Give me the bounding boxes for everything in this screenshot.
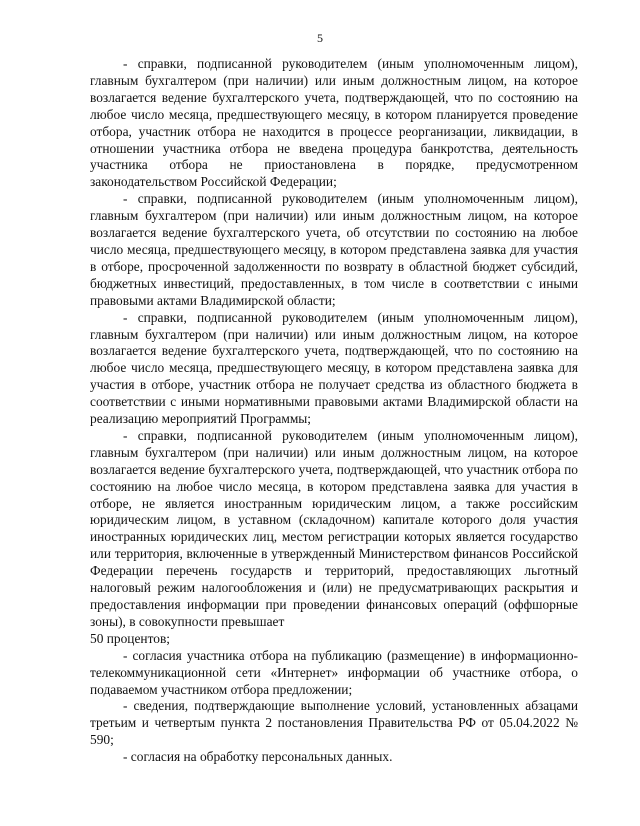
paragraph-foreign-entity-certificate: - справки, подписанной руководителем (иным уполномоченным лицом), главным бухгалтером (при наличии) или иным должностным лицом, на которое возлагается ведение бухгалтерского учета, подтверждающей, что участник отбора по состоянию на любое число месяца, в котором представлена заявка для участия в отборе, не является иностранным юридическим лицом, а также российским юридическим лицом, в уставном (складочном) капитале которого доля участия иностранных юридических лиц, местом регистрации которых является государство или территория, включенные в утвержденный Министерством финансов Российской Федерации перечень государств и территорий, предоставляющих льготный налоговый режим налогообложения и (или) не предусматривающих раскрытия и предоставления информации при проведении финансовых операций (оффшорные зоны), в совокупности превышает	[90, 427, 578, 629]
document-body	[90, 56, 578, 766]
paragraph-fifty-percent: 50 процентов;	[90, 630, 170, 646]
paragraph-debt-certificate: - справки, подписанной руководителем (иным уполномоченным лицом), главным бухгалтером (при наличии) или иным должностным лицом, на которое возлагается ведение бухгалтерского учета, об отсутствии по состоянию на любое число месяца, предшествующего месяцу, в котором представлена заявка для участия в отборе, просроченной задолженности по возврату в областной бюджет субсидий, бюджетных инвестиций, предоставленных, в том числе в соответствии с иными правовыми актами Владимирской области;	[90, 191, 578, 308]
paragraph-conditions-evidence: - сведения, подтверждающие выполнение условий, установленных абзацами третьим и четвертым пункта 2 постановления Правительства РФ от 05.04.2022 № 590;	[90, 698, 578, 748]
paragraph-publication-consent: - согласия участника отбора на публикацию (размещение) в информационно-телекоммуникационной сети «Интернет» информации об участнике отбора, о подаваемом участником отбора предложении;	[90, 647, 578, 697]
paragraph-budget-funds-certificate: - справки, подписанной руководителем (иным уполномоченным лицом), главным бухгалтером (при наличии) или иным должностным лицом, на которое возлагается ведение бухгалтерского учета, подтверждающей, что по состоянию на любое число месяца, предшествующего месяцу, в котором представлена заявка для участия в отборе, участник отбора не получает средства из областного бюджета в соответствии с иными нормативными правовыми актами Владимирской области на реализацию мероприятий Программы;	[90, 309, 578, 427]
paragraph-personal-data-consent: - согласия на обработку персональных данных.	[123, 749, 393, 765]
page-number: 5	[317, 31, 323, 45]
paragraph-reorganization-certificate: - справки, подписанной руководителем (иным уполномоченным лицом), главным бухгалтером (при наличии) или иным должностным лицом, на которое возлагается ведение бухгалтерского учета, подтверждающей, что по состоянию на любое число месяца, предшествующего месяцу, в котором планируется проведение отбора, участник отбора не находится в процессе реорганизации, ликвидации, в отношении участника отбора не введена процедура банкротства, деятельность участника отбора не приостановлена в порядке, предусмотренном законодательством Российской Федерации;	[90, 56, 578, 190]
